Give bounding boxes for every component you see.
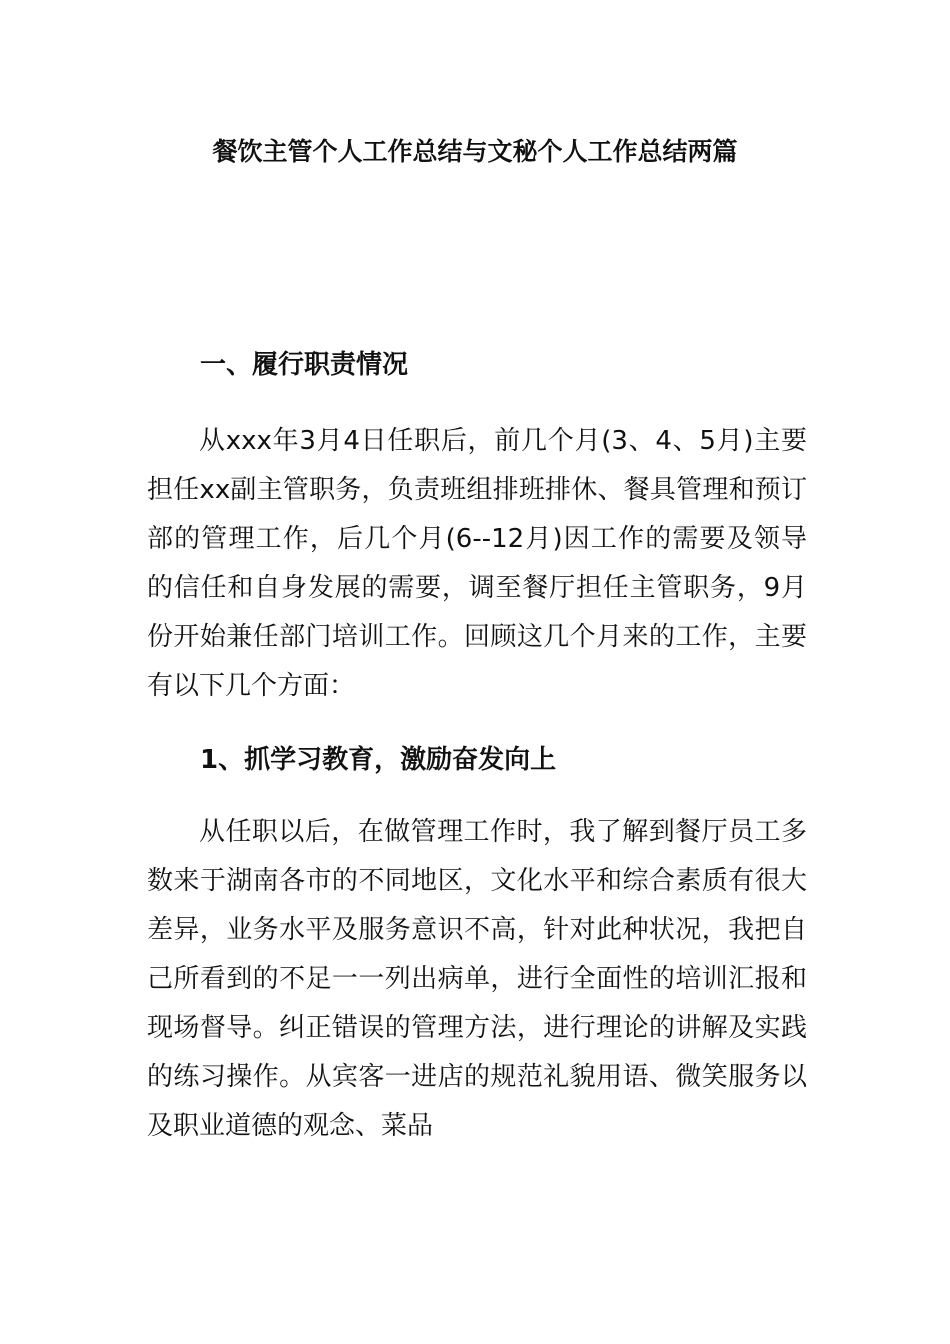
section-heading: 一、履行职责情况 (200, 350, 409, 380)
document-title: 餐饮主管个人工作总结与文秘个人工作总结两篇 (212, 137, 738, 166)
body-paragraph: 从xxx年3月4日任职后，前几个月(3、4、5月)主要担任xx副主管职务，负责班组排班排休、餐具管理和预订部的管理工作，后几个月(6--12月)因工作的需要及领导的信任和自身发展的需要，调至餐厅担任主管职务，9月份开始兼任部门培训工作。回顾这几个月来的工作，主要有以下几个方面： (147, 426, 807, 701)
body-paragraph: 从任职以后，在做管理工作时，我了解到餐厅员工多数来于湖南各市的不同地区，文化水平和综合素质有很大差异，业务水平及服务意识不高，针对此种状况，我把自己所看到的不足一一列出病单，进行全面性的培训汇报和现场督导。纠正错误的管理方法，进行理论的讲解及实践的练习操作。从宾客一进店的规范礼貌用语、微笑服务以及职业道德的观念、菜品 (147, 817, 807, 1141)
subsection-heading: 1、抓学习教育，激励奋发向上 (200, 745, 557, 775)
